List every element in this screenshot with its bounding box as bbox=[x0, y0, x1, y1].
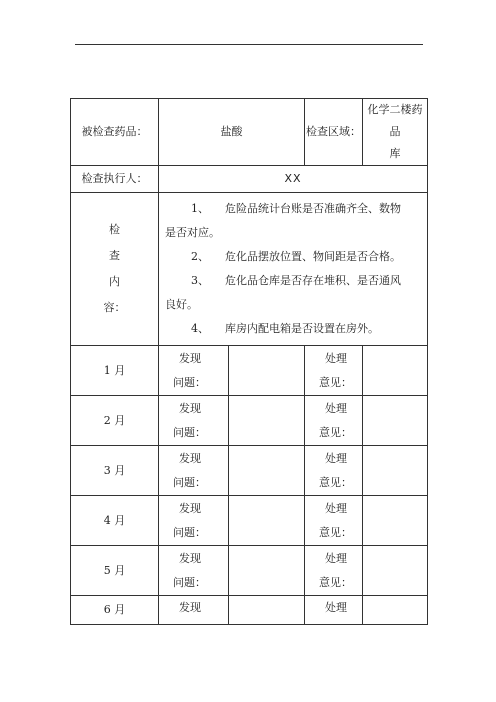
found-label: 发现 问题： bbox=[159, 446, 229, 496]
content-item-1: 1、 危险品统计台账是否准确齐全、数物 bbox=[191, 202, 401, 215]
executor-value[interactable]: XX bbox=[159, 166, 428, 193]
content-list bbox=[159, 193, 428, 346]
found-label: 发现 问题： bbox=[159, 396, 229, 446]
header-rule bbox=[75, 44, 423, 45]
content-item-3-cont: 良好。 bbox=[165, 298, 198, 311]
found-field[interactable] bbox=[229, 346, 305, 396]
found-field[interactable] bbox=[229, 596, 305, 625]
opinion-field[interactable] bbox=[363, 346, 428, 396]
content-item-1-cont: 是否对应。 bbox=[165, 226, 220, 239]
found-label: 发现 问题： bbox=[159, 496, 229, 546]
form-row-executor bbox=[71, 166, 428, 193]
area-label: 检查区域： bbox=[305, 99, 363, 166]
found-label: 发现 bbox=[159, 596, 229, 625]
found-field[interactable] bbox=[229, 446, 305, 496]
opinion-label: 处理 意见： bbox=[305, 446, 363, 496]
found-label: 发现 问题： bbox=[159, 346, 229, 396]
drug-label: 被检查药品： bbox=[71, 99, 159, 166]
content-label: 检 查 内 容： bbox=[71, 193, 159, 346]
month-label: 1 月 bbox=[71, 346, 159, 396]
found-field[interactable] bbox=[229, 546, 305, 596]
found-label: 发现 问题： bbox=[159, 546, 229, 596]
opinion-field[interactable] bbox=[363, 546, 428, 596]
found-field[interactable] bbox=[229, 496, 305, 546]
opinion-label: 处理 意见： bbox=[305, 396, 363, 446]
drug-value[interactable]: 盐酸 bbox=[159, 99, 305, 166]
form-row-drug bbox=[71, 99, 428, 166]
content-item-4: 4、 库房内配电箱是否设置在房外。 bbox=[191, 322, 379, 335]
form-row-content bbox=[71, 193, 428, 346]
month-row-5 bbox=[71, 546, 428, 596]
opinion-field[interactable] bbox=[363, 446, 428, 496]
content-item-2: 2、 危化品摆放位置、物间距是否合格。 bbox=[191, 250, 401, 263]
month-label: 2 月 bbox=[71, 396, 159, 446]
month-label: 3 月 bbox=[71, 446, 159, 496]
opinion-field[interactable] bbox=[363, 396, 428, 446]
found-field[interactable] bbox=[229, 396, 305, 446]
opinion-label: 处理 意见： bbox=[305, 546, 363, 596]
opinion-label: 处理 意见： bbox=[305, 346, 363, 396]
month-label: 4 月 bbox=[71, 496, 159, 546]
month-row-4 bbox=[71, 496, 428, 546]
opinion-label: 处理 bbox=[305, 596, 363, 625]
executor-label: 检查执行人： bbox=[71, 166, 159, 193]
month-row-3 bbox=[71, 446, 428, 496]
month-label: 5 月 bbox=[71, 546, 159, 596]
opinion-field[interactable] bbox=[363, 596, 428, 625]
area-value[interactable]: 化学二楼药品 库 bbox=[363, 99, 428, 166]
month-row-2 bbox=[71, 396, 428, 446]
opinion-field[interactable] bbox=[363, 496, 428, 546]
inspection-form bbox=[70, 98, 428, 625]
opinion-label: 处理 意见： bbox=[305, 496, 363, 546]
month-label: 6 月 bbox=[71, 596, 159, 625]
month-row-1 bbox=[71, 346, 428, 396]
content-item-3: 3、 危化品仓库是否存在堆积、是否通风 bbox=[191, 274, 401, 287]
month-row-6 bbox=[71, 596, 428, 625]
